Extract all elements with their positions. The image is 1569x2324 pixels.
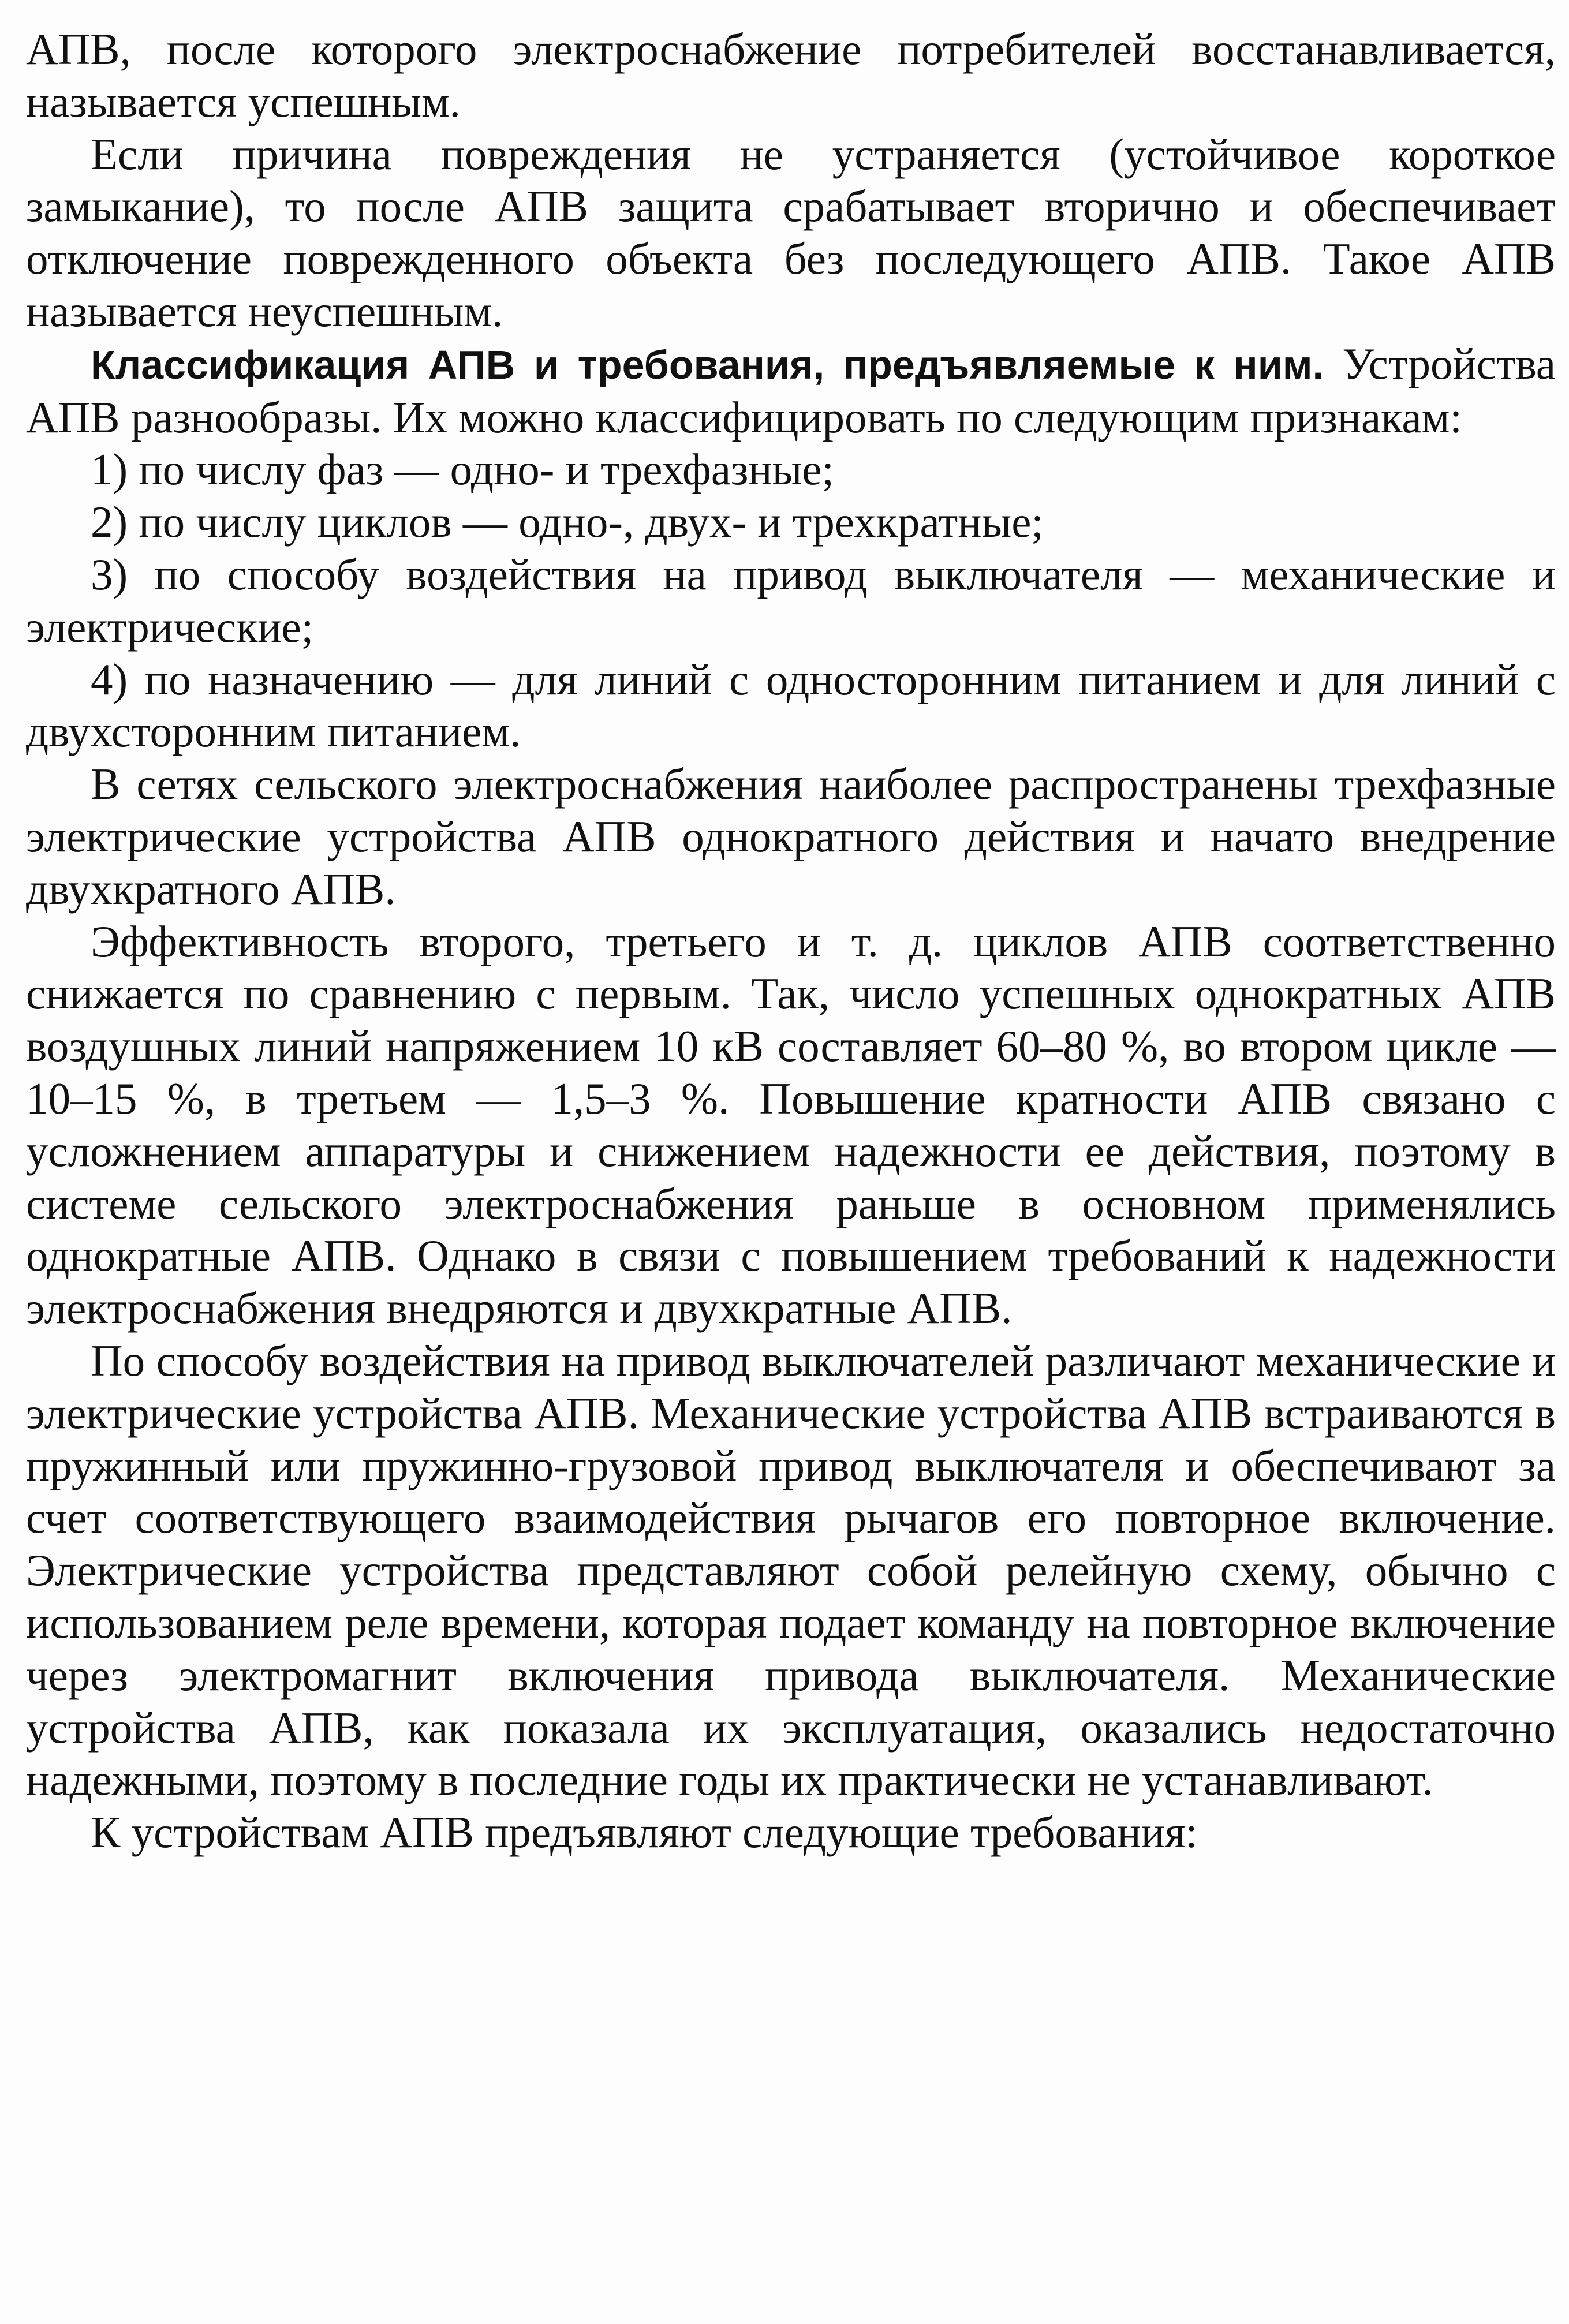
paragraph-rural-networks: В сетях сельского электроснабжения наиболее распространены трехфазные электрические устройства АПВ однократного действия и начато внедрение двухкратного АПВ. [26, 759, 1556, 914]
list-item-phases: 1) по числу фаз — одно- и трехфазные; [91, 444, 834, 495]
list-item-purpose: 4) по назначению — для линий с односторонним питанием и для линий с двухсторонним питанием. [26, 654, 1556, 757]
paragraph-unsuccessful-apv: Если причина повреждения не устраняется (устойчивое короткое замыкание), то после АПВ защита срабатывает вторично и обеспечивает отключение поврежденного объекта без последующего АПВ. Такое АПВ называется неуспешным. [26, 129, 1556, 336]
list-item-drive: 3) по способу воздействия на привод выключателя — механические и электрические; [26, 549, 1556, 652]
paragraph-mechanical-electrical: По способу воздействия на привод выключателей различают механические и электрические устройства АПВ. Механические устройства АПВ встраиваются в пружинный или пружинно-грузовой привод выключателя и обеспечивают за счет соответствующего взаимодействия рычагов его повторное включение. Электрические устройства представляют собой релейную схему, обычно с использованием реле времени, которая подает команду на повторное включение через электромагнит включения привода выключателя. Механические устройства АПВ, как показала их эксплуатация, оказались недостаточно надежными, поэтому в последние годы их практически не устанавливают. [26, 1335, 1556, 1805]
paragraph-efficiency: Эффективность второго, третьего и т. д. циклов АПВ соответственно снижается по сравнению с первым. Так, число успешных однократных АПВ воздушных линий напряжением 10 кВ составляет 60–80 %, во втором цикле — 10–15 %, в третьем — 1,5–3 %. Повышение кратности АПВ связано с усложнением аппаратуры и снижением надежности ее действия, поэтому в системе сельского электроснабжения раньше в основном применялись однократные АПВ. Однако в связи с повышением требований к надежности электроснабжения внедряются и двухкратные АПВ. [26, 916, 1556, 1333]
paragraph-classification [26, 338, 1556, 444]
list-item-cycles: 2) по числу циклов — одно-, двух- и трехкратные; [91, 497, 1044, 547]
paragraph-requirements: К устройствам АПВ предъявляют следующие требования: [91, 1807, 1198, 1858]
paragraph-successful-apv: АПВ, после которого электроснабжение потребителей восстанавливается, называется успешным. [26, 24, 1556, 126]
body-text [26, 23, 1556, 1859]
section-heading: Классификация АПВ и требования, предъявляемые к ним. [91, 342, 1324, 387]
paragraph-classification-text: Устройства АПВ разнообразы. Их можно классифицировать по следующим признакам: [26, 338, 1556, 442]
